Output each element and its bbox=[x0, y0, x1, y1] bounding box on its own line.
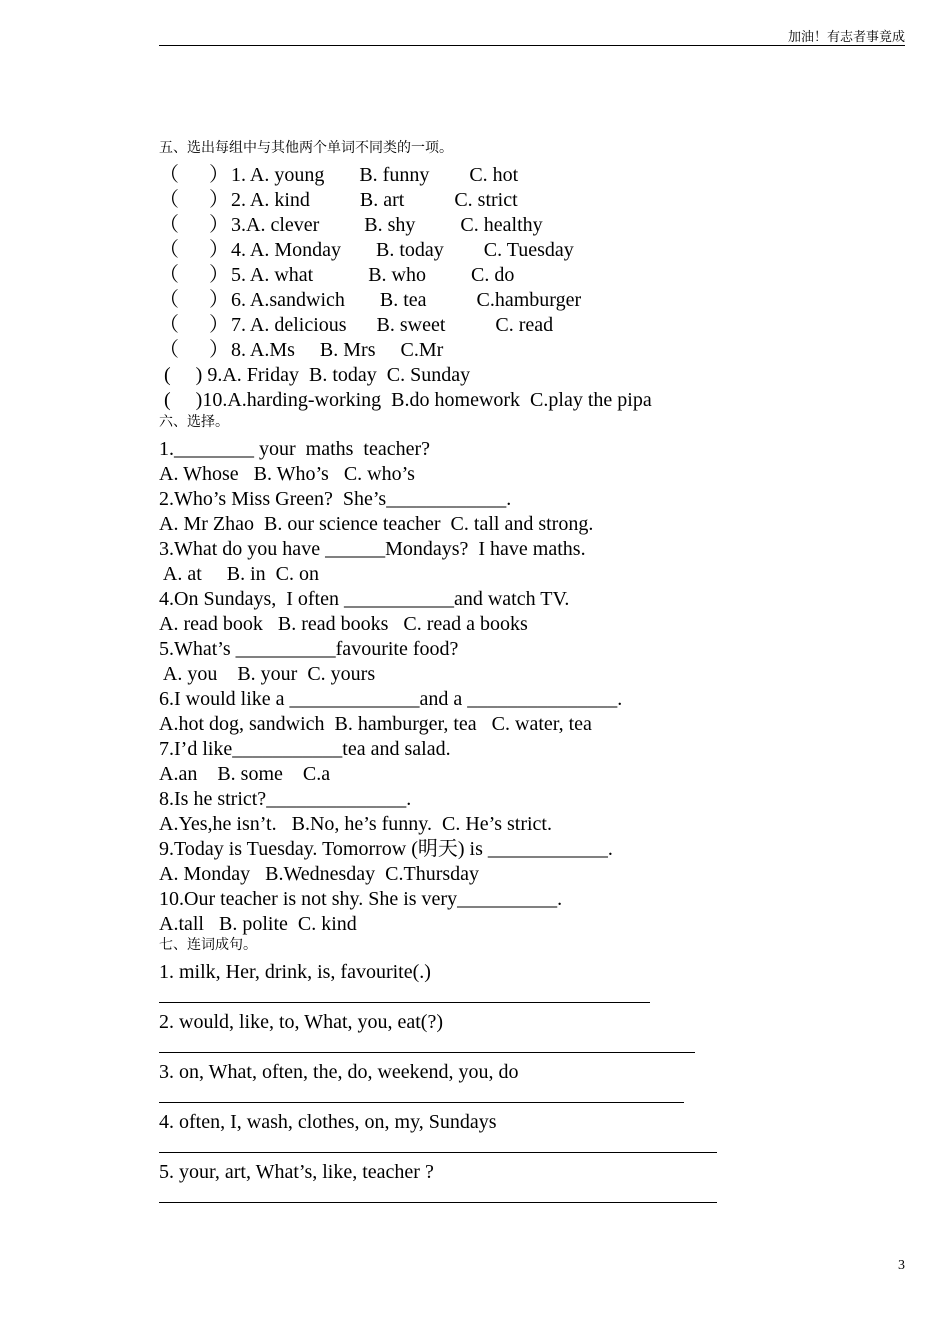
answer-bracket: （ ） bbox=[159, 214, 229, 236]
question-line: 6.I would like a _____________and a _______________. bbox=[159, 688, 623, 710]
choice-item-text: 3.A. clever B. shy C. healthy bbox=[231, 214, 543, 236]
choice-item-text: 6. A.sandwich B. tea C.hamburger bbox=[231, 289, 582, 311]
answer-bracket: （ ） bbox=[159, 314, 229, 336]
sentence-prompt: 2. would, like, to, What, you, eat(?) bbox=[159, 1011, 444, 1033]
options-line: A. Mr Zhao B. our science teacher C. tall and strong. bbox=[159, 513, 594, 535]
answer-bracket: （ ） bbox=[159, 239, 229, 261]
question-line: 10.Our teacher is not shy. She is very__________. bbox=[159, 888, 563, 910]
options-line: A.Yes,he isn’t. B.No, he’s funny. C. He’s strict. bbox=[159, 813, 552, 835]
options-line: A. at B. in C. on bbox=[159, 563, 320, 585]
choice-item-9: ( ) 9.A. Friday B. today C. Sunday bbox=[159, 364, 471, 386]
question-line: 5.What’s __________favourite food? bbox=[159, 638, 459, 660]
options-line: A.an B. some C.a bbox=[159, 763, 331, 785]
choice-item bbox=[159, 163, 518, 187]
choice-item bbox=[159, 338, 443, 362]
sentence-prompt: 5. your, art, What’s, like, teacher ? bbox=[159, 1161, 434, 1183]
question-line: 8.Is he strict?______________. bbox=[159, 788, 412, 810]
options-line: A. Monday B.Wednesday C.Thursday bbox=[159, 863, 480, 885]
choice-item-text: 8. A.Ms B. Mrs C.Mr bbox=[231, 339, 444, 361]
question-line: 2.Who’s Miss Green? She’s____________. bbox=[159, 488, 512, 510]
page-number: 3 bbox=[898, 1258, 905, 1273]
question-line: 1.________ your maths teacher? bbox=[159, 438, 431, 460]
answer-bracket: （ ） bbox=[159, 339, 229, 361]
options-line: A. you B. your C. yours bbox=[159, 663, 376, 685]
question-line: 3.What do you have ______Mondays? I have maths. bbox=[159, 538, 586, 560]
choice-item bbox=[159, 313, 553, 337]
answer-bracket: （ ） bbox=[159, 164, 229, 186]
section-6-heading: 六、选择。 bbox=[159, 414, 229, 430]
header-motto: 加油！有志者事竟成 bbox=[787, 30, 905, 45]
question-line: 9.Today is Tuesday. Tomorrow (明天) is ____________. bbox=[159, 838, 613, 860]
answer-line[interactable] bbox=[159, 1002, 650, 1003]
sentence-prompt: 4. often, I, wash, clothes, on, my, Sundays bbox=[159, 1111, 497, 1133]
answer-bracket: （ ） bbox=[159, 289, 229, 311]
sentence-prompt: 1. milk, Her, drink, is, favourite(.) bbox=[159, 961, 431, 983]
options-line: A.hot dog, sandwich B. hamburger, tea C. water, tea bbox=[159, 713, 592, 735]
choice-item-text: 5. A. what B. who C. do bbox=[231, 264, 515, 286]
choice-item bbox=[159, 288, 581, 312]
choice-item-text: 1. A. young B. funny C. hot bbox=[231, 164, 519, 186]
answer-bracket: （ ） bbox=[159, 189, 229, 211]
section-5-heading: 五、选出每组中与其他两个单词不同类的一项。 bbox=[159, 140, 453, 156]
sentence-prompt: 3. on, What, often, the, do, weekend, you, do bbox=[159, 1061, 519, 1083]
answer-line[interactable] bbox=[159, 1102, 684, 1103]
question-line: 4.On Sundays, I often ___________and watch TV. bbox=[159, 588, 570, 610]
header-divider bbox=[159, 45, 905, 46]
answer-line[interactable] bbox=[159, 1052, 695, 1053]
options-line: A.tall B. polite C. kind bbox=[159, 913, 357, 935]
choice-item-10: ( )10.A.harding-working B.do homework C.play the pipa bbox=[159, 389, 652, 411]
options-line: A. read book B. read books C. read a books bbox=[159, 613, 528, 635]
choice-item bbox=[159, 188, 518, 212]
answer-line[interactable] bbox=[159, 1202, 717, 1203]
choice-item-text: 7. A. delicious B. sweet C. read bbox=[231, 314, 554, 336]
answer-bracket: （ ） bbox=[159, 264, 229, 286]
answer-line[interactable] bbox=[159, 1152, 717, 1153]
question-line: 7.I’d like___________tea and salad. bbox=[159, 738, 451, 760]
choice-item bbox=[159, 213, 543, 237]
choice-item bbox=[159, 238, 574, 262]
choice-item-text: 4. A. Monday B. today C. Tuesday bbox=[231, 239, 574, 261]
section-7-heading: 七、连词成句。 bbox=[159, 937, 257, 953]
choice-item-text: 2. A. kind B. art C. strict bbox=[231, 189, 518, 211]
options-line: A. Whose B. Who’s C. who’s bbox=[159, 463, 415, 485]
choice-item bbox=[159, 263, 514, 287]
